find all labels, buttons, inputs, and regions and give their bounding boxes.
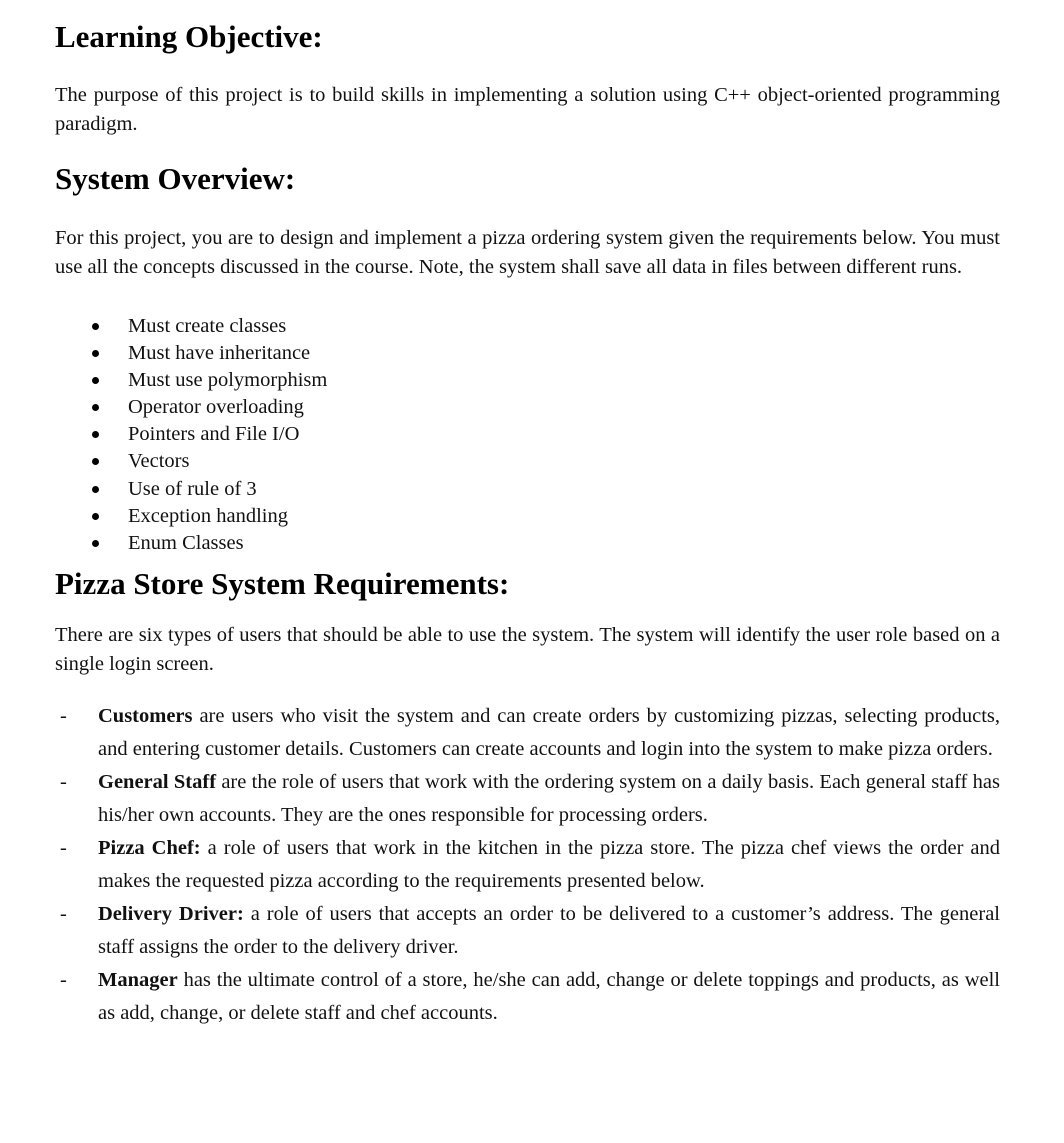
- dash-marker: -: [60, 837, 67, 859]
- list-item-text: Pointers and File I/O: [128, 423, 300, 446]
- list-item: [55, 340, 327, 367]
- bullet-icon: [92, 486, 99, 493]
- list-item-text: Must create classes: [128, 315, 287, 337]
- list-item-text: Exception handling: [128, 504, 288, 527]
- list-item: [55, 313, 327, 340]
- list-item: [55, 503, 327, 530]
- heading-system-requirements: Pizza Store System Requirements:: [55, 566, 510, 601]
- concept-bullet-list: [55, 313, 327, 557]
- heading-system-overview: System Overview:: [55, 161, 296, 196]
- role-item-pizza-chef: [55, 832, 1000, 898]
- requirements-text: There are six types of users that should be able to use the system. The system will identify the user role based on a single login screen.: [55, 624, 1000, 675]
- role-name: Delivery Driver:: [98, 903, 244, 925]
- list-item: [55, 448, 327, 475]
- system-overview-text: For this project, you are to design and implement a pizza ordering system given the requirements below. You must use all the concepts discussed in the course. Note, the system shall save all data in files between different runs.: [55, 227, 1000, 278]
- role-description: a role of users that accepts an order to be delivered to a customer’s address. The general staff assigns the order to the delivery driver.: [98, 903, 1000, 958]
- list-item-text: Vectors: [128, 450, 190, 473]
- bullet-icon: [92, 377, 99, 384]
- dash-marker: -: [60, 705, 67, 727]
- user-roles-list: [55, 700, 1000, 1030]
- list-item-text: Operator overloading: [128, 396, 304, 419]
- list-item-text: Enum Classes: [128, 531, 244, 554]
- bullet-icon: [92, 458, 99, 465]
- role-name: Pizza Chef:: [98, 837, 201, 859]
- list-item-text: Use of rule of 3: [128, 477, 257, 500]
- role-description: a role of users that work in the kitchen in the pizza store. The pizza chef views the order and makes the requested pizza according to the requirements presented below.: [98, 837, 1001, 892]
- list-item: [55, 394, 327, 421]
- list-item: [55, 530, 327, 557]
- bullet-icon: [92, 513, 99, 520]
- learning-objective-text: The purpose of this project is to build skills in implementing a solution using C++ object-oriented programming paradigm.: [55, 84, 1000, 135]
- dash-marker: -: [60, 771, 67, 793]
- role-item-delivery-driver: [55, 898, 1000, 964]
- list-item: [55, 367, 327, 394]
- list-item: [55, 476, 327, 503]
- heading-learning-objective: Learning Objective:: [55, 19, 323, 54]
- bullet-icon: [92, 350, 99, 357]
- role-description: has the ultimate control of a store, he/she can add, change or delete toppings and products, as well as add, change, or delete staff and chef accounts.: [98, 969, 1000, 1024]
- role-description: are the role of users that work with the ordering system on a daily basis. Each general staff has his/her own accounts. They are the ones responsible for processing orders.: [98, 771, 1000, 826]
- bullet-icon: [92, 404, 99, 411]
- role-name: General Staff: [98, 771, 217, 793]
- list-item-text: Must use polymorphism: [128, 369, 328, 392]
- dash-marker: -: [60, 903, 67, 925]
- bullet-icon: [92, 540, 99, 547]
- list-item-text: Must have inheritance: [128, 342, 311, 365]
- list-item: [55, 421, 327, 448]
- bullet-icon: [92, 323, 99, 330]
- dash-marker: -: [60, 969, 67, 991]
- role-description: are users who visit the system and can create orders by customizing pizzas, selecting products, and entering customer details. Customers can create accounts and login into the system to make pizza orders.: [98, 705, 1000, 760]
- role-name: Customers: [98, 705, 193, 727]
- role-item-manager: [55, 964, 1000, 1030]
- role-item-general-staff: [55, 766, 1000, 832]
- role-name: Manager: [98, 969, 178, 991]
- bullet-icon: [92, 431, 99, 438]
- role-item-customers: [55, 700, 1000, 766]
